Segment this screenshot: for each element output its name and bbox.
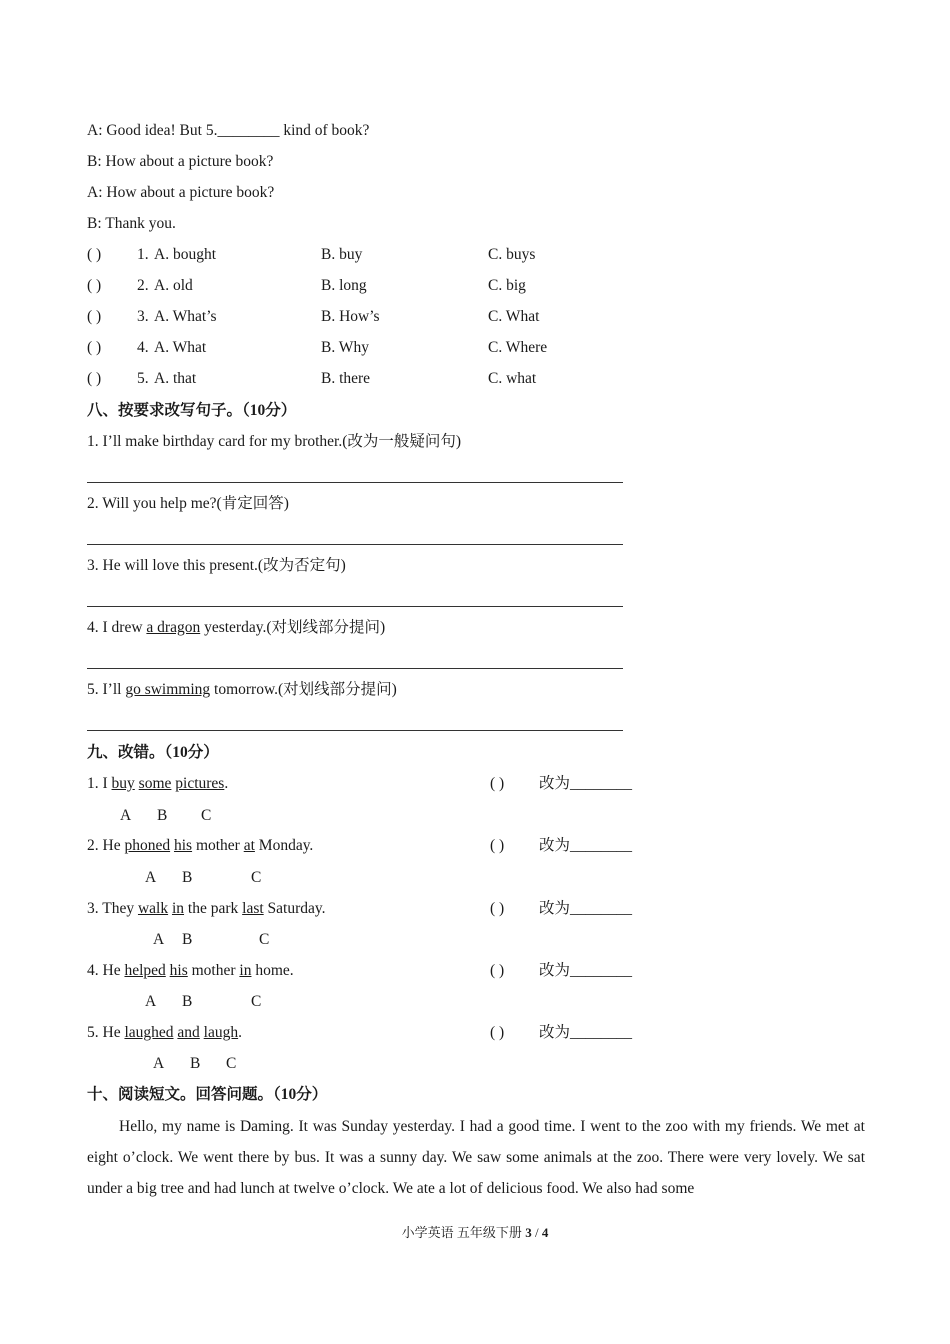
option-a: A. What’s	[154, 308, 217, 325]
option-letter: C	[226, 1055, 237, 1072]
question: 3. They walk in the park last Saturday.	[87, 900, 326, 917]
option-letter: A	[120, 807, 132, 824]
question: 1. I buy some pictures.	[87, 775, 229, 792]
option-letter: C	[251, 993, 262, 1010]
correction-field[interactable]: 改为________	[539, 837, 633, 854]
option-letter: A	[153, 931, 165, 948]
dialog-line: B: Thank you.	[87, 215, 176, 232]
answer-line[interactable]	[87, 544, 623, 545]
option-b: B. long	[321, 277, 367, 294]
option-b: B. buy	[321, 246, 363, 263]
question: 3. He will love this present.(改为否定句)	[87, 557, 346, 574]
option-letter: A	[153, 1055, 165, 1072]
option-letter: A	[145, 993, 157, 1010]
option-letter: C	[259, 931, 270, 948]
option-letter: A	[145, 869, 157, 886]
section-title: 十、阅读短文。回答问题。（10分）	[87, 1086, 328, 1103]
answer-blank[interactable]: ( )	[490, 775, 505, 792]
option-letter: B	[190, 1055, 201, 1072]
answer-blank[interactable]: ( )	[490, 1024, 505, 1041]
answer-blank[interactable]: ( )	[87, 246, 102, 263]
dialog-line: A: Good idea! But 5.________ kind of book?	[87, 122, 370, 139]
correction-field[interactable]: 改为________	[539, 775, 633, 792]
answer-blank[interactable]: ( )	[87, 277, 102, 294]
correction-field[interactable]: 改为________	[539, 1024, 633, 1041]
correction-field[interactable]: 改为________	[539, 962, 633, 979]
answer-line[interactable]	[87, 482, 623, 483]
answer-blank[interactable]: ( )	[490, 962, 505, 979]
question: 4. I drew a dragon yesterday.(对划线部分提问)	[87, 619, 386, 636]
question: 5. He laughed and laugh.	[87, 1024, 242, 1041]
answer-blank[interactable]: ( )	[87, 308, 102, 325]
option-letter: B	[182, 931, 193, 948]
option-b: B. there	[321, 370, 371, 387]
page-footer: 小学英语 五年级下册 3 / 4	[401, 1225, 549, 1240]
option-c: C. buys	[488, 246, 536, 263]
option-letter: B	[182, 869, 193, 886]
answer-blank[interactable]: ( )	[87, 370, 102, 387]
option-c: C. Where	[488, 339, 548, 356]
option-c: C. what	[488, 370, 537, 387]
correction-field[interactable]: 改为________	[539, 900, 633, 917]
dialog-line: A: How about a picture book?	[87, 184, 275, 201]
question: 5. I’ll go swimming tomorrow.(对划线部分提问)	[87, 681, 397, 698]
answer-line[interactable]	[87, 668, 623, 669]
question: 2. He phoned his mother at Monday.	[87, 837, 314, 854]
option-a: A. What	[154, 339, 207, 356]
answer-line[interactable]	[87, 730, 623, 731]
option-letter: C	[251, 869, 262, 886]
section-title: 八、按要求改写句子。（10分）	[87, 402, 297, 419]
option-letter: B	[182, 993, 193, 1010]
option-a: A. old	[154, 277, 193, 294]
question: 2. Will you help me?(肯定回答)	[87, 495, 289, 512]
question: 4. He helped his mother in home.	[87, 962, 294, 979]
option-c: C. big	[488, 277, 526, 294]
answer-line[interactable]	[87, 606, 623, 607]
option-b: B. Why	[321, 339, 369, 356]
dialog-line: B: How about a picture book?	[87, 153, 274, 170]
option-a: A. that	[154, 370, 197, 387]
option-a: A. bought	[154, 246, 216, 263]
option-letter: B	[157, 807, 168, 824]
option-b: B. How’s	[321, 308, 380, 325]
question: 1. I’ll make birthday card for my brother.(改为一般疑问句)	[87, 433, 462, 450]
answer-blank[interactable]: ( )	[490, 837, 505, 854]
reading-passage: Hello, my name is Daming. It was Sunday yesterday. I had a good time. I went to the zoo with my friends. We met at eight o’clock. We went there by bus. It was a sunny day. We saw some animals at the zoo. There were very lovely. We sat under a big tree and had lunch at twelve o’clock. We ate a lot of delicious food. We also had some	[87, 1118, 865, 1197]
answer-blank[interactable]: ( )	[87, 339, 102, 356]
option-letter: C	[201, 807, 212, 824]
answer-blank[interactable]: ( )	[490, 900, 505, 917]
page-number: 3	[525, 1225, 532, 1240]
option-c: C. What	[488, 308, 540, 325]
section-title: 九、改错。（10分）	[87, 744, 219, 761]
page-total: 4	[541, 1225, 549, 1240]
